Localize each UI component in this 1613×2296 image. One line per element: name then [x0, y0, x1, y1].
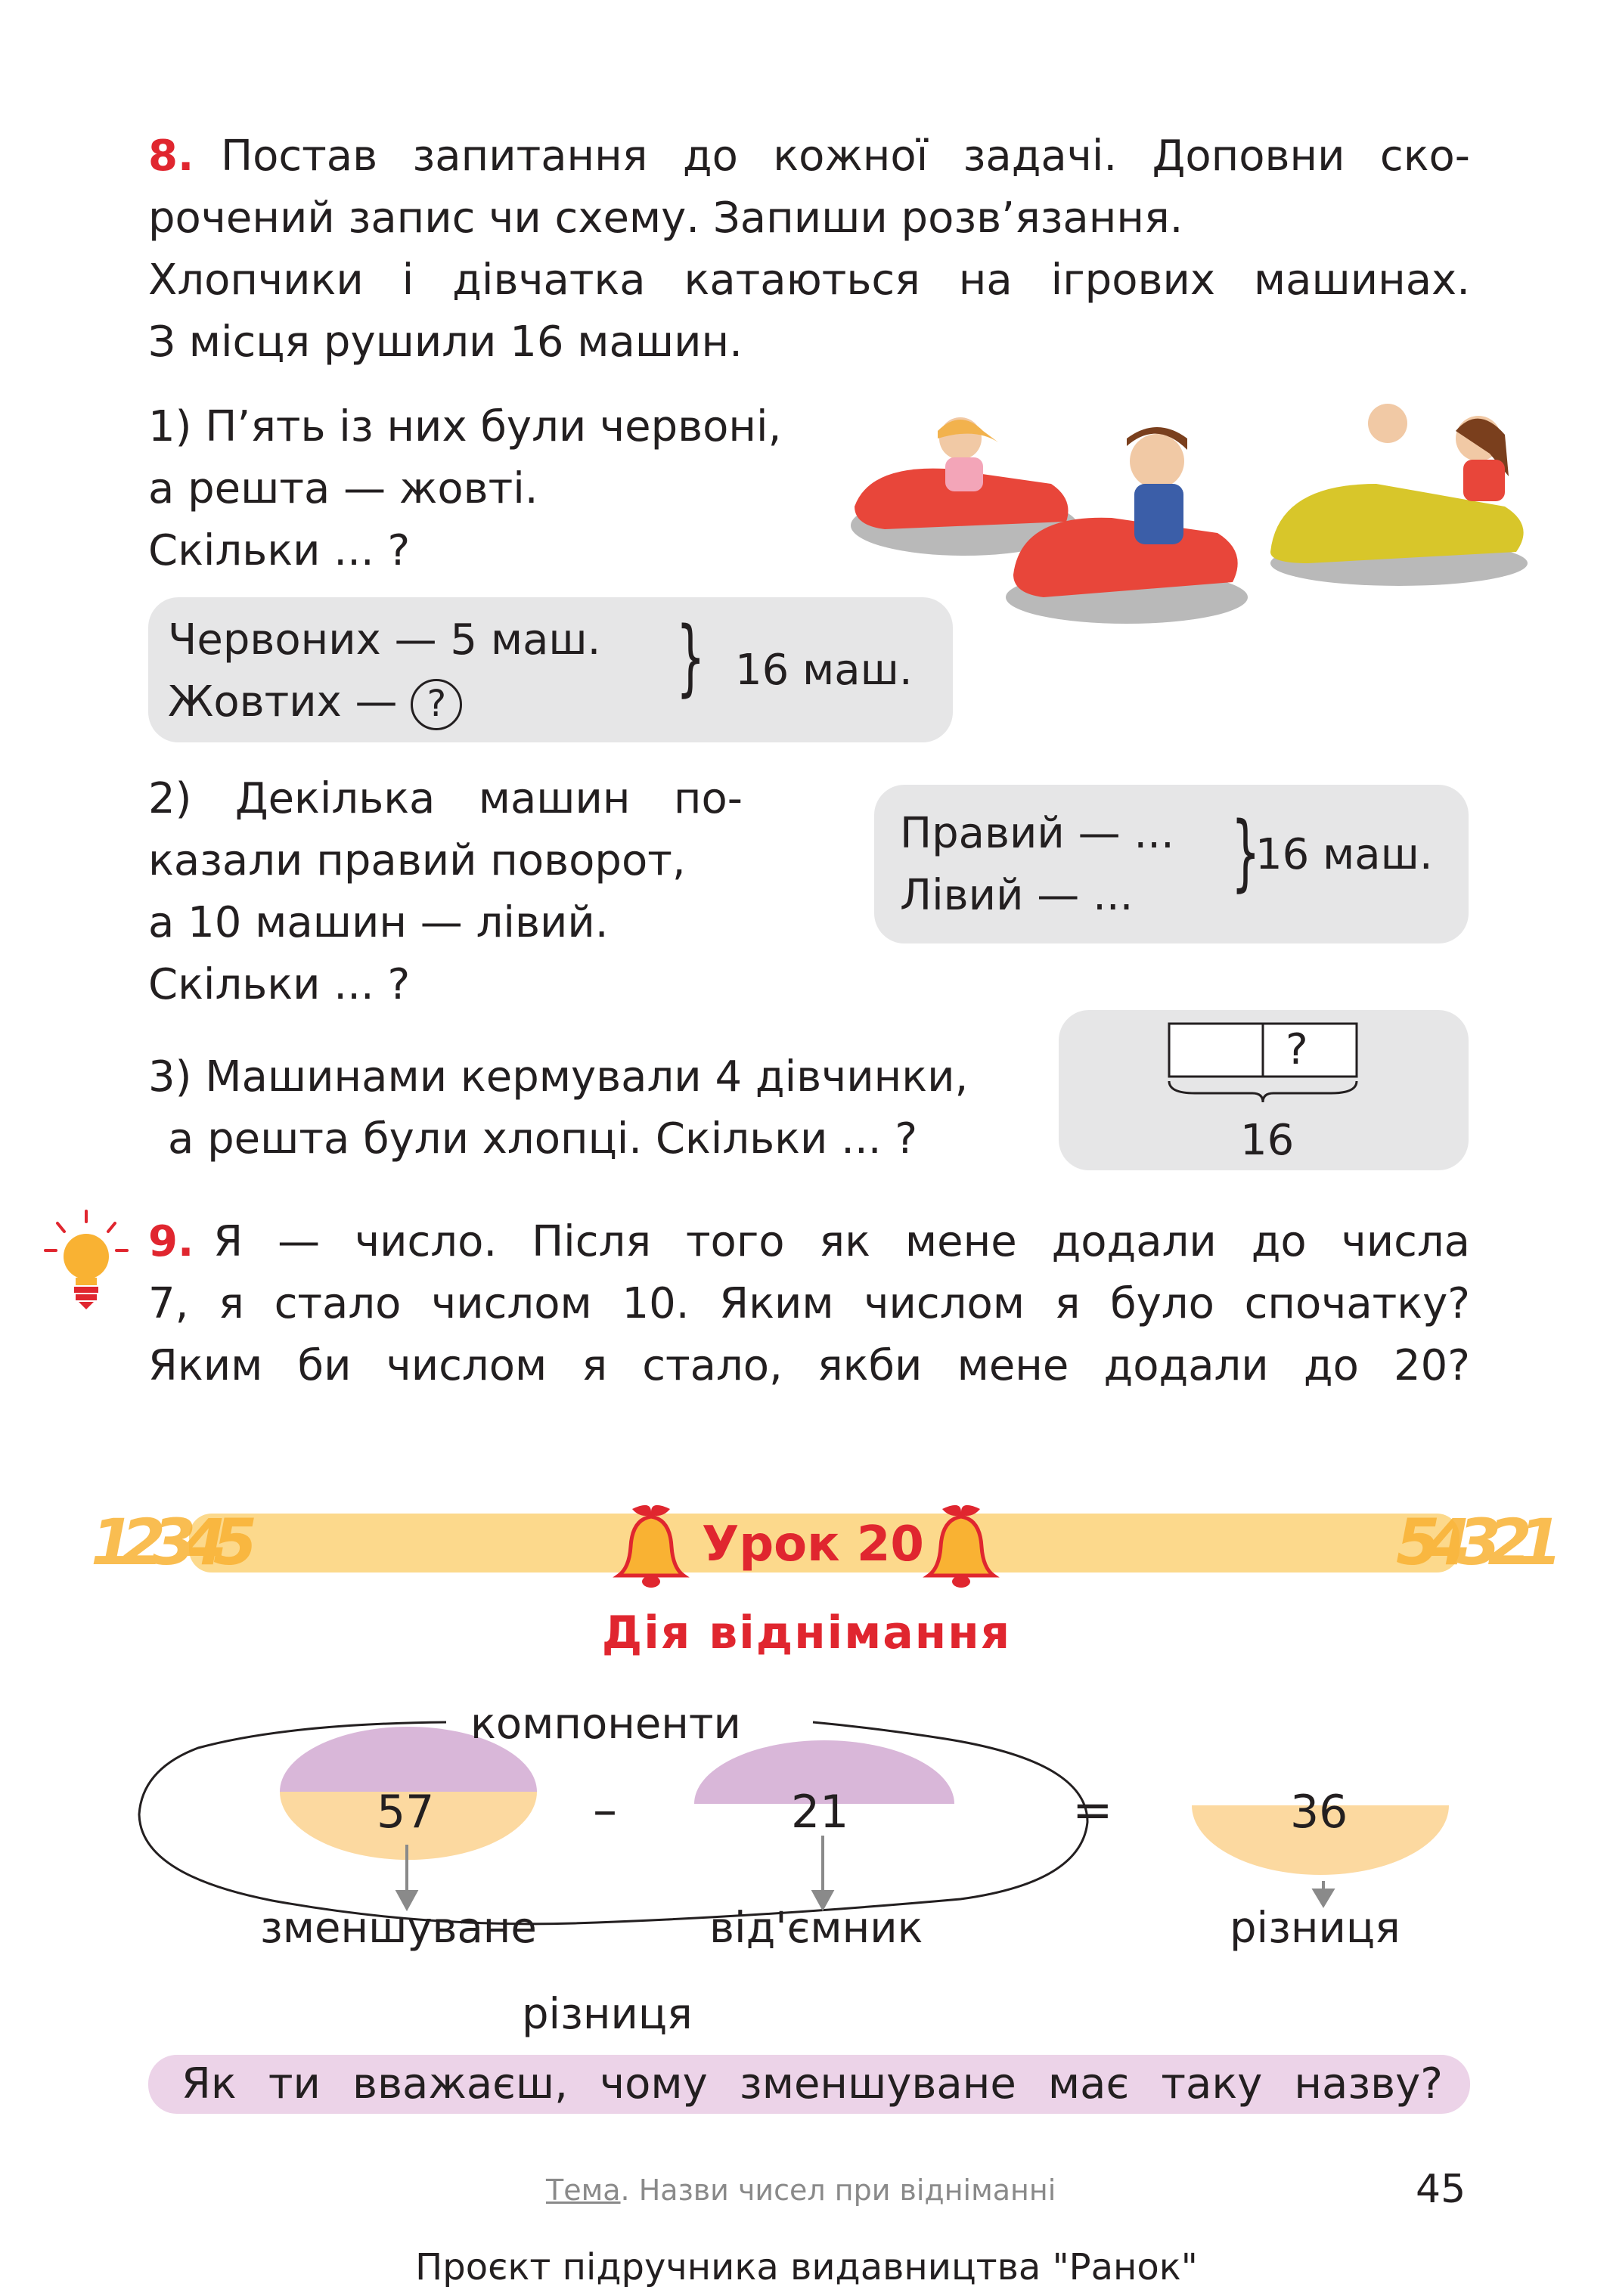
task8-line2: рочений запис чи схему. Запиши розв’язання.: [148, 194, 1183, 243]
sub3-line1: 3) Машинами кермували 4 дівчинки,: [148, 1052, 969, 1102]
lightbulb-icon: [41, 1208, 132, 1314]
task9-line2: 7, я стало числом 10. Яким числом я було спочатку?: [148, 1279, 1470, 1328]
sub2-line2: казали правий поворот,: [148, 836, 686, 885]
footer-topic-label: Тема: [546, 2174, 621, 2207]
banner-left-digits: 12345: [91, 1505, 244, 1579]
sub3-scheme-question: ?: [1286, 1025, 1308, 1074]
sub3-line2: а решта були хлопці. Скільки ... ?: [168, 1114, 918, 1163]
sub2-line1-text: 2) Декілька машин по-: [148, 774, 743, 823]
sub3-scheme-total: 16: [1240, 1116, 1295, 1165]
task9-line1-text: Я — число. Після того як мене додали до числа: [213, 1217, 1470, 1266]
task8-number: 8.: [148, 132, 194, 181]
footer-topic: [546, 2170, 1056, 2211]
minus-sign: –: [593, 1783, 617, 1839]
project-note: Проєкт підручника видавництва "Ранок": [415, 2246, 1198, 2288]
task8-line4: З місця рушили 16 машин.: [148, 318, 743, 367]
sub2-line4: Скільки ... ?: [148, 960, 411, 1009]
components-label: компоненти: [470, 1700, 741, 1749]
task9-line1: [148, 1211, 1470, 1273]
difference-label: різниця: [1230, 1904, 1401, 1953]
yellow-car-kids-icon: [1270, 404, 1528, 586]
task8-line1-text: [148, 125, 1470, 187]
minuend-value: 57: [377, 1786, 435, 1839]
banner-right-digits: 54321: [1396, 1505, 1549, 1579]
sub2-box-row1: Правий — ...: [900, 809, 1174, 858]
task9-number: 9.: [148, 1217, 194, 1266]
sub1-question-circle: ?: [411, 679, 462, 730]
bell-icon-left: [610, 1501, 693, 1592]
task8-line1-content: Постав запитання до кожної задачі. Доповни ско-: [221, 132, 1470, 181]
scheme-segment-right: [1263, 1024, 1357, 1077]
subtrahend-label: від'ємник: [709, 1904, 923, 1953]
subtrahend-value: 21: [791, 1786, 849, 1839]
sub3-scheme: [1165, 1021, 1361, 1104]
sub1-line1: 1) П’ять із них були червоні,: [148, 402, 782, 451]
sub2-box-row2: Лівий — ...: [900, 871, 1134, 920]
difference-value: 36: [1290, 1786, 1348, 1839]
footer-topic-text: . Назви чисел при відніманні: [620, 2174, 1056, 2207]
question-text: Як ти вважаєш, чому зменшуване має таку назву?: [181, 2059, 1443, 2109]
lesson-subtitle: Дія віднімання: [601, 1607, 1012, 1659]
sub2-line1: [148, 768, 743, 830]
sub1-box-row2: [168, 671, 462, 733]
lesson-title: Урок 20: [702, 1517, 924, 1572]
sub1-box-row2-label: Жовтих —: [168, 677, 398, 727]
sub1-box-row1: Червоних — 5 маш.: [168, 615, 601, 665]
expression-label: різниця: [522, 1990, 693, 2039]
sub1-line2: а решта — жовті.: [148, 464, 538, 513]
sub2-box-total: 16 маш.: [1255, 830, 1433, 879]
sub1-brace: }: [676, 609, 706, 705]
scheme-segment-left: [1169, 1024, 1263, 1077]
task9-line3: Яким би числом я стало, якби мене додали до 20?: [148, 1341, 1470, 1390]
sub1-line3: Скільки ... ?: [148, 526, 411, 575]
sub2-line3: а 10 машин — лівий.: [148, 898, 609, 947]
sub1-box-total: 16 маш.: [735, 646, 913, 695]
subtraction-diagram: [0, 1678, 1613, 2011]
minuend-label: зменшуване: [260, 1904, 537, 1953]
equals-sign: =: [1072, 1783, 1113, 1839]
bell-icon-right: [920, 1501, 1003, 1592]
scheme-brace: [1169, 1081, 1357, 1102]
page-number: 45: [1416, 2167, 1466, 2212]
task8-line3: Хлопчики і дівчатка катаються на ігрових машинах.: [148, 256, 1470, 305]
sub2-brace: }: [1231, 804, 1261, 900]
